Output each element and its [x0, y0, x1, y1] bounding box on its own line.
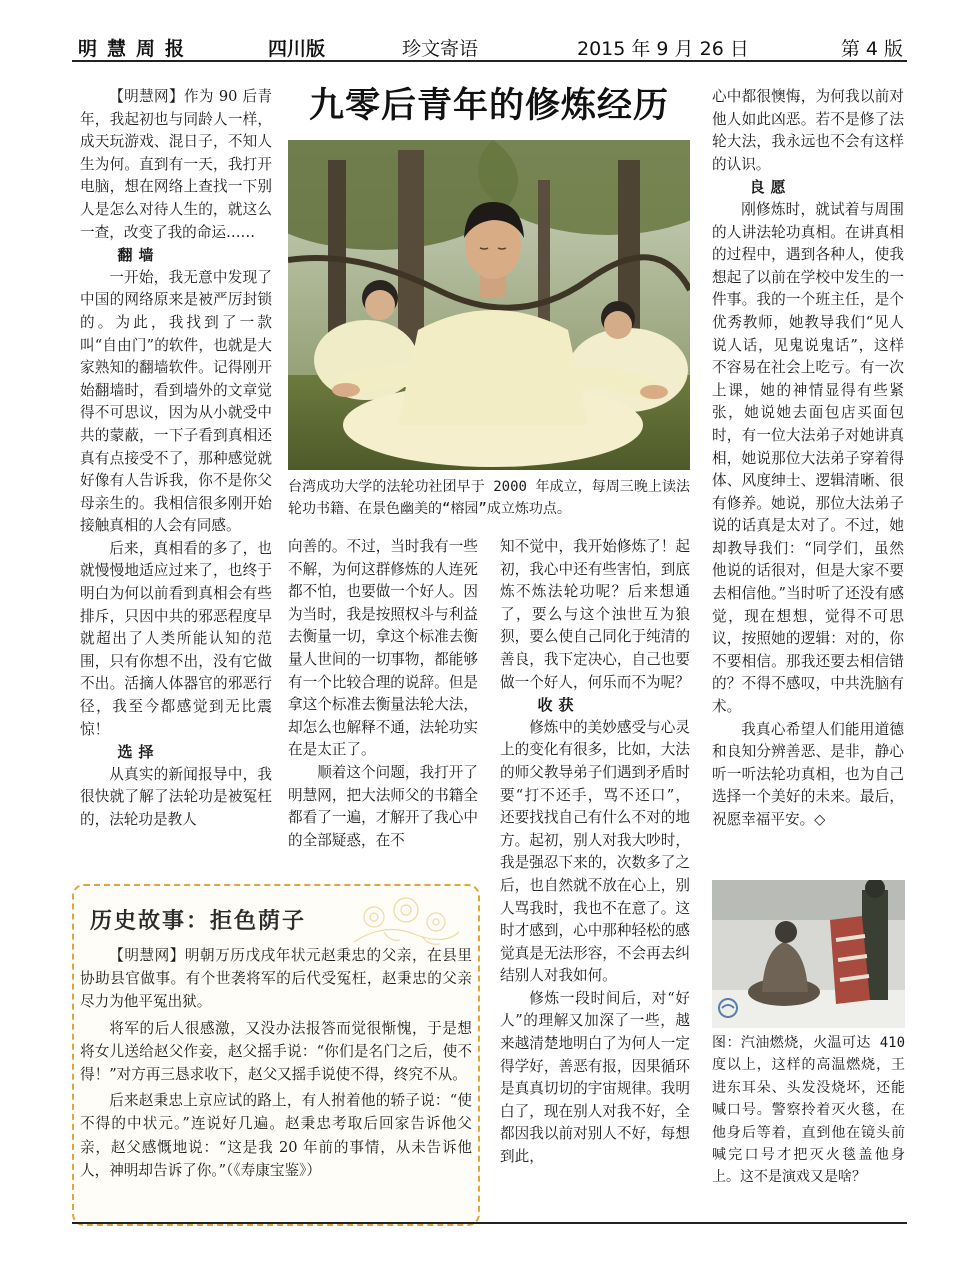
section-heading-xuanze: 选择	[117, 743, 160, 762]
edition-label: 四川版	[268, 38, 326, 60]
photo-caption: 台湾成功大学的法轮功社团早于 2000 年成立，每周三晚上读法轮功书籍、在景色幽美的“榕园”成立炼功点。	[288, 479, 690, 517]
flower-ornament-icon	[344, 892, 464, 952]
article-column-4	[712, 86, 904, 832]
article-paragraph: 我真心希望人们能用道德和良知分辨善恶、是非，静心听一听法轮功真相，也为自己选择一个美好的未来。最后，祝愿幸福平安。◇	[712, 720, 904, 828]
section-heading-fanqiang: 翻墙	[117, 246, 160, 265]
article-paragraph: 后来，真相看的多了，也就慢慢地适应过来了，也终于明白为何以前看到真相会有些排斥，只因中共的邪恶程度早就超出了人类所能认知的范围，只有你想不出，没有它做不出。活摘人体器官的邪恶行径，我至今都感觉到无比震惊！	[80, 539, 272, 738]
article-lead-paragraph: 【明慧网】作为 90 后青年，我起初也与同龄人一样，成天玩游戏、混日子，不知人生为何。直到有一天，我打开电脑，想在网络上查找一下别人是怎么对待人生的，就这么一查，改变了我的命运……	[80, 88, 272, 241]
article-column-2	[288, 536, 478, 852]
photo2-caption: 图：汽油燃烧，火温可达 410 度以上，这样的高温燃烧，王进东耳朵、头发没烧坏，还能喊口号。警察拎着灭火毯，在他身后等着，直到他在镜头前喊完口号才把灭火毯盖他身上。这不是演戏又是啥？	[712, 1035, 905, 1186]
article-paragraph: 修炼一段时间后，对“好人”的理解又加深了一些，越来越清楚地明白了为何人一定得学好，善恶有报，因果循环是真真切切的宇宙规律。我明白了，现在别人对我不好，全都因我以前对别人不好，每想到此，	[500, 989, 690, 1166]
footer-rule	[72, 1222, 907, 1224]
article-column-3	[500, 536, 690, 1169]
section-heading-shouhuo: 收获	[537, 696, 580, 715]
story-body	[80, 944, 472, 1185]
story-paragraph: 后来赵秉忠上京应试的路上，有人拊着他的轿子说：“使不得的中状元。”连说好几遍。赵秉忠考取后回家告诉他父亲，赵父感慨地说：“这是我 20 年前的事情，从未告诉他人，神明却告诉了你。”（《寿康宝鉴》）	[80, 1092, 472, 1179]
article-column-1	[80, 86, 272, 832]
article-paragraph: 向善的。不过，当时我有一些不解，为何这群修炼的人连死都不怕，也要做一个好人。因为当时，我是按照权斗与利益去衡量一切，拿这个标准去衡量人世间的一切事物，都能够有一个比较合理的说辞。但是拿这个标准去衡量法轮大法，却怎么也解释不通，法轮功实在是太正了。	[288, 538, 478, 759]
column-label: 珍文寄语	[402, 38, 479, 60]
page-header	[72, 30, 907, 62]
story-paragraph: 将军的后人很感激，又没办法报答而觉很惭愧，于是想将女儿送给赵父作妾，赵父摇手说：“你们是名门之后，使不得！”对方再三恳求收下，赵父又摇手说使不得，终究不从。	[80, 1019, 472, 1084]
article-paragraph: 刚修炼时，就试着与周围的人讲法轮功真相。在讲真相的过程中，遇到各种人，使我想起了以前在学校中发生的一件事。我的一个班主任，是个优秀教师，她教导我们“见人说人话，见鬼说鬼话”，这样不容易在社会上吃亏。有一次上课，她的神情显得有些紧张，她说她去面包店买面包时，有一位大法弟子对她讲真相，她说那位大法弟子穿着得体、风度绅士、逻辑清晰、很有修养。她说，那位大法弟子说的话真是太对了。不过，她却教导我们：“同学们，虽然他说的话很对，但是大家不要去相信他。”当时听了还没有感觉，现在想想，觉得不可思议，按照她的逻辑：对的，你不要相信。那我还要去相信错的？不得不感叹，中共洗脑有术。	[712, 200, 904, 716]
masthead: 明慧周报	[78, 38, 195, 60]
story-title: 历史故事：拒色荫子	[90, 909, 307, 934]
article-paragraph: 从真实的新闻报导中，我很快就了解了法轮功是被冤枉的，法轮功是教人	[80, 765, 272, 828]
story-paragraph: 【明慧网】明朝万历戊戌年状元赵秉忠的父亲，在县里协助县官做事。有个世袭将军的后代受冤枉，赵秉忠的父亲尽力为他平冤出狱。	[80, 947, 472, 1011]
section-heading-liangyuan: 良愿	[749, 178, 792, 197]
article-paragraph: 顺着这个问题，我打开了明慧网，把大法师父的书籍全都看了一遍，才解开了我心中的全部疑惑，在不	[288, 763, 478, 849]
article-paragraph: 一开始，我无意中发现了中国的网络原来是被严厉封锁的。为此，我找到了一款叫“自由门”的软件，也就是大家熟知的翻墙软件。记得刚开始翻墙时，看到墙外的文章觉得不可思议，因为从小就受中共的蒙蔽，一下子看到真相还真有点接受不了，那种感觉就好像有人告诉我，你不是你父母亲生的。我相信很多刚开始接触真相的人会有同感。	[80, 268, 272, 535]
page-number: 第 4 版	[840, 38, 903, 60]
article-paragraph: 知不觉中，我开始修炼了！起初，我心中还有些害怕，到底炼不炼法轮功呢？后来想通了，要么与这个浊世互为狼狈，要么使自己同化于纯清的善良，我下定决心，自己也要做一个好人，何乐而不为呢？	[500, 538, 690, 691]
issue-date: 2015 年 9 月 26 日	[577, 38, 749, 60]
article-paragraph: 修炼中的美妙感受与心灵上的变化有很多，比如，大法的师父教导弟子们遇到矛盾时要“打不还手，骂不还口”，还要找找自己有什么不对的地方。起初，别人对我大吵时，我是强忍下来的，次数多了之后，也自然就不放在心上，别人骂我时，我也不在意了。这时才感到，心中那种轻松的感觉真是无法形容，不会再去纠结别人对我如何。	[500, 718, 690, 985]
article-paragraph: 心中都很懊悔，为何我以前对他人如此凶恶。若不是修了法轮大法，我永远也不会有这样的认识。	[712, 88, 904, 173]
meditation-photo	[288, 140, 690, 470]
article-title: 九零后青年的修炼经历	[308, 86, 669, 126]
self-immolation-photo	[712, 880, 905, 1028]
header-rule	[72, 60, 907, 62]
